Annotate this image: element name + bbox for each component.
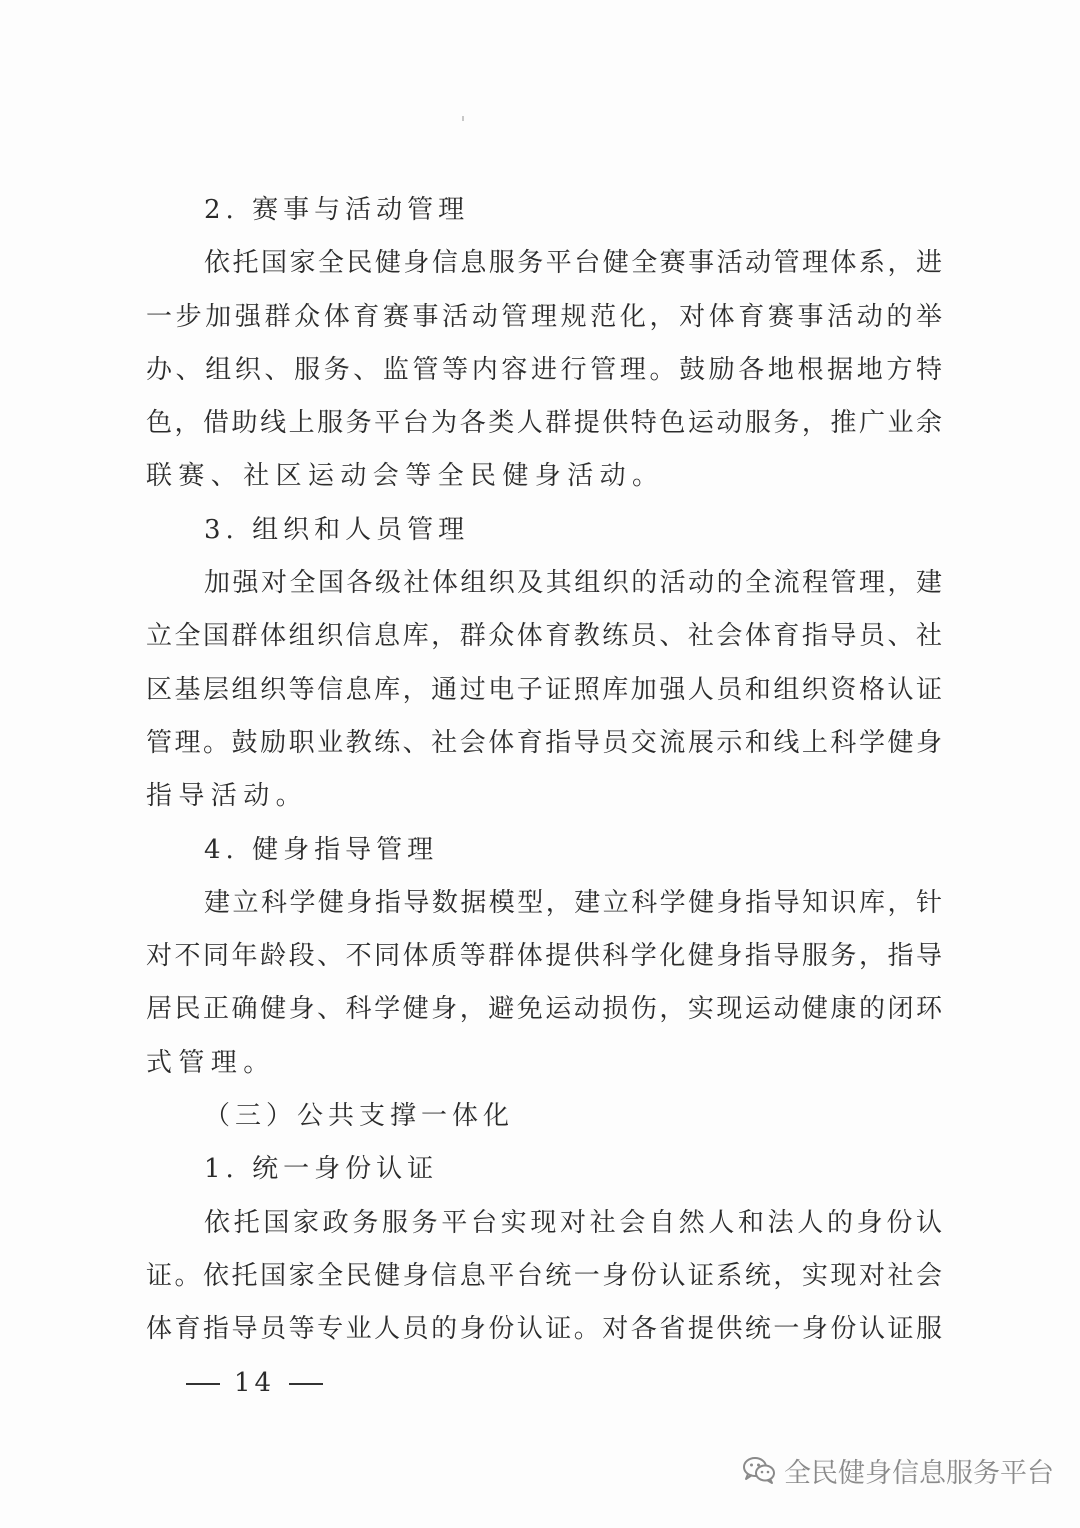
paragraph-line: 依托国家全民健身信息服务平台健全赛事活动管理体系，进: [204, 248, 942, 279]
paragraph-line: 建立科学健身指导数据模型，建立科学健身指导知识库，针: [204, 887, 942, 918]
paragraph-line: 区基层组织等信息库，通过电子证照库加强人员和组织资格认证: [146, 674, 942, 705]
paragraph-line: 色，借助线上服务平台为各类人群提供特色运动服务，推广业余: [146, 408, 942, 439]
paragraph-line: 依托国家政务服务平台实现对社会自然人和法人的身份认: [204, 1207, 942, 1238]
section-heading-fitness-guidance: 4. 健身指导管理: [204, 834, 439, 865]
dash-right: [289, 1383, 323, 1385]
paragraph-line: 居民正确健身、科学健身，避免运动损伤，实现运动健康的闭环: [146, 994, 942, 1025]
paragraph-line: 立全国群体组织信息库，群众体育教练员、社会体育指导员、社: [146, 621, 942, 652]
paragraph-line: 联赛、社区运动会等全民健身活动。: [146, 461, 665, 492]
watermark-text: 全民健身信息服务平台: [784, 1457, 1054, 1489]
wechat-watermark: [742, 1452, 1054, 1488]
paragraph-line: 式管理。: [146, 1047, 276, 1078]
paragraph-line: 体育指导员等专业人员的身份认证。对各省提供统一身份认证服: [146, 1314, 942, 1345]
part-heading-public-support: （三）公共支撑一体化: [204, 1101, 515, 1132]
scan-speck: [462, 116, 464, 121]
paragraph-line: 一步加强群众体育赛事活动管理规范化，对体育赛事活动的举: [146, 301, 942, 332]
paragraph-line: 指导活动。: [146, 781, 309, 812]
paragraph-line: 加强对全国各级社体组织及其组织的活动的全流程管理，建: [204, 568, 942, 599]
document-body: [146, 184, 942, 1357]
page-number: [172, 1368, 337, 1398]
paragraph-line: 证。依托国家全民健身信息平台统一身份认证系统，实现对社会: [146, 1260, 942, 1291]
wechat-icon: [742, 1455, 776, 1485]
section-heading-org-personnel: 3. 组织和人员管理: [204, 514, 470, 545]
dash-left: [186, 1383, 220, 1385]
section-heading-unified-identity: 1. 统一身份认证: [204, 1154, 439, 1185]
section-heading-event-management: 2. 赛事与活动管理: [204, 195, 470, 225]
paragraph-line: 管理。鼓励职业教练、社会体育指导员交流展示和线上科学健身: [146, 727, 942, 758]
paragraph-line: 对不同年龄段、不同体质等群体提供科学化健身指导服务，指导: [146, 941, 942, 972]
page-number-value: 14: [234, 1368, 276, 1398]
paragraph-line: 办、组织、服务、监管等内容进行管理。鼓励各地根据地方特: [146, 354, 942, 385]
